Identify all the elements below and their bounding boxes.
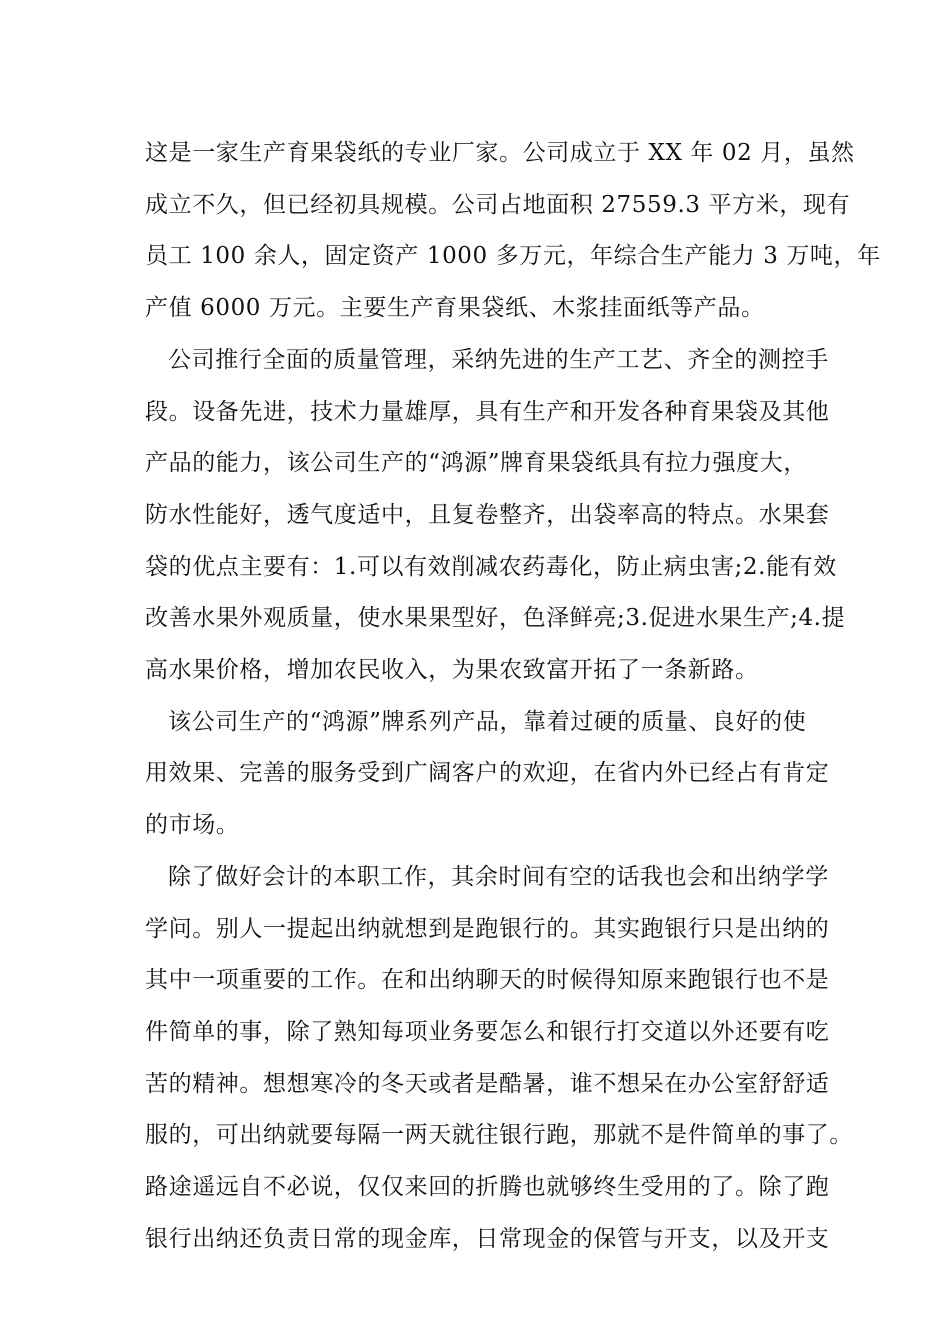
text-line: 公司推行全面的质量管理，采纳先进的生产工艺、齐全的测控手: [168, 346, 829, 373]
text-line: 产值 6000 万元。主要生产育果袋纸、木浆挂面纸等产品。: [145, 295, 765, 322]
paragraph-company-intro: [145, 128, 881, 335]
text-line: 除了做好会计的本职工作，其余时间有空的话我也会和出纳学学: [168, 863, 829, 890]
text-line: 该公司生产的“鸿源”牌系列产品，靠着过硬的质量、良好的使: [168, 708, 807, 735]
paragraph-cashier-work: [145, 852, 853, 1266]
text-line: 学问。别人一提起出纳就想到是跑银行的。其实跑银行只是出纳的: [145, 915, 830, 942]
text-line: 高水果价格，增加农民收入，为果农致富开拓了一条新路。: [145, 657, 759, 684]
text-line: 防水性能好，透气度适中，且复卷整齐，出袋率高的特点。水果套: [145, 501, 830, 528]
text-line: 服的，可出纳就要每隔一两天就往银行跑，那就不是件简单的事了。: [145, 1122, 853, 1149]
paragraph-quality-management: [145, 335, 846, 697]
text-line: 件简单的事，除了熟知每项业务要怎么和银行打交道以外还要有吃: [145, 1018, 830, 1045]
text-line: 用效果、完善的服务受到广阔客户的欢迎，在省内外已经占有肯定: [145, 760, 830, 787]
text-line: 的市场。: [145, 812, 240, 839]
body-text: [145, 128, 881, 1265]
text-line: 产品的能力，该公司生产的“鸿源”牌育果袋纸具有拉力强度大，: [145, 450, 807, 477]
text-line: 这是一家生产育果袋纸的专业厂家。公司成立于 XX 年 02 月，虽然: [145, 140, 855, 166]
text-line: 路途遥远自不必说，仅仅来回的折腾也就够终生受用的了。除了跑: [145, 1174, 830, 1201]
text-line: 其中一项重要的工作。在和出纳聊天的时候得知原来跑银行也不是: [145, 967, 830, 994]
text-line: 段。设备先进，技术力量雄厚，具有生产和开发各种育果袋及其他: [145, 398, 830, 425]
text-line: 苦的精神。想想寒冷的冬天或者是酷暑，谁不想呆在办公室舒舒适: [145, 1070, 830, 1097]
paragraph-market: [145, 697, 830, 852]
text-line: 袋的优点主要有：1.可以有效削减农药毒化，防止病虫害;2.能有效: [145, 553, 837, 580]
text-line: 改善水果外观质量，使水果果型好，色泽鲜亮;3.促进水果生产;4.提: [145, 605, 846, 632]
text-line: 员工 100 余人，固定资产 1000 多万元，年综合生产能力 3 万吨，年: [145, 243, 881, 270]
text-line: 成立不久，但已经初具规模。公司占地面积 27559.3 平方米，现有: [145, 191, 851, 218]
text-line: 银行出纳还负责日常的现金库，日常现金的保管与开支，以及开支: [145, 1225, 830, 1252]
